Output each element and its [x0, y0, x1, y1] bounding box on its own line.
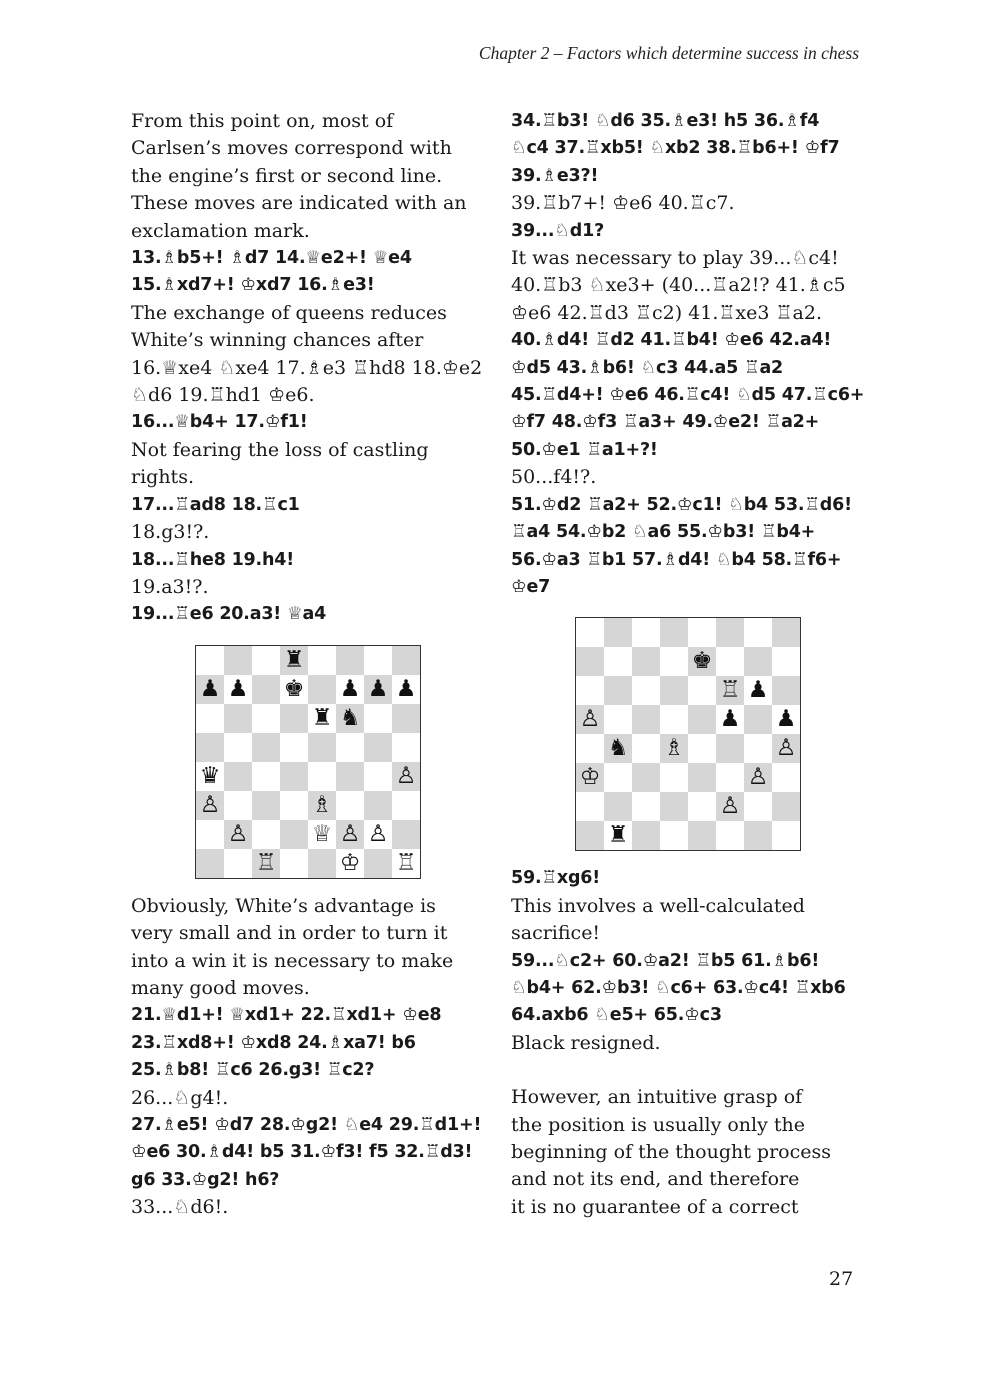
board-square [280, 733, 308, 762]
text-line: This involves a well-calculated [511, 894, 805, 917]
board-square [660, 792, 688, 821]
board-square [280, 675, 308, 704]
board-square [252, 849, 280, 878]
chess-piece-icon: ♗ [311, 791, 333, 818]
board-square [224, 820, 252, 849]
board-square [308, 791, 336, 820]
paragraph-gap [511, 1057, 871, 1084]
board-square [252, 820, 280, 849]
move-line: 17...♖ad8 18.♖c1 [131, 494, 300, 515]
board-square [632, 821, 660, 850]
text-line: the position is usually only the [511, 1113, 805, 1136]
board-square [716, 821, 744, 850]
board-square [336, 849, 364, 878]
board-square [576, 705, 604, 734]
board-square [772, 647, 800, 676]
chess-piece-icon: ♔ [579, 764, 601, 791]
text-line: It was necessary to play 39...♘c4! [511, 247, 839, 270]
board-square [252, 762, 280, 791]
chess-piece-icon: ♜ [311, 704, 333, 731]
board-square [280, 849, 308, 878]
chess-piece-icon: ♗ [663, 735, 685, 762]
text-line: and not its end, and therefore [511, 1168, 800, 1191]
text-line: exclamation mark. [131, 219, 310, 242]
board-square [744, 821, 772, 850]
board-square [716, 792, 744, 821]
board-square [660, 647, 688, 676]
text-line: 40.♖b3 ♘xe3+ (40...♖a2!? 41.♗c5 [511, 274, 846, 297]
text-line: Obviously, White’s advantage is [131, 894, 436, 917]
chess-piece-icon: ♙ [775, 735, 797, 762]
board-square [308, 733, 336, 762]
chess-piece-icon: ♙ [747, 764, 769, 791]
page-number: 27 [829, 1268, 854, 1290]
board-square [252, 791, 280, 820]
text-line: rights. [131, 466, 194, 489]
board-square [604, 676, 632, 705]
board-square [604, 647, 632, 676]
board-square [252, 704, 280, 733]
board-square [392, 675, 420, 704]
board-square [224, 762, 252, 791]
board-square [576, 676, 604, 705]
board-square [224, 733, 252, 762]
board-square [308, 704, 336, 733]
board-square [744, 734, 772, 763]
chess-piece-icon: ♞ [339, 704, 361, 731]
board-square [660, 705, 688, 734]
move-line: 56.♔a3 ♖b1 57.♗d4! ♘b4 58.♖f6+ [511, 549, 842, 570]
board-square [688, 705, 716, 734]
board-square [576, 618, 604, 647]
chess-piece-icon: ♜ [283, 646, 305, 673]
text-line: 39.♖b7+! ♔e6 40.♖c7. [511, 192, 735, 215]
board-square [772, 821, 800, 850]
board-square [196, 646, 224, 675]
chess-piece-icon: ♔ [339, 849, 361, 876]
chess-piece-icon: ♖ [395, 849, 417, 876]
chess-piece-icon: ♙ [395, 762, 417, 789]
right-column [511, 108, 871, 1221]
board-square [308, 762, 336, 791]
text-line: 33...♘d6!. [131, 1196, 229, 1219]
move-line: g6 33.♔g2! h6? [131, 1169, 280, 1190]
move-line: 13.♗b5+! ♗d7 14.♕e2+! ♕e4 [131, 248, 412, 269]
chess-piece-icon: ♕ [311, 820, 333, 847]
text-line: sacrifice! [511, 922, 601, 945]
text-line: it is no guarantee of a correct [511, 1195, 799, 1218]
board-square [364, 762, 392, 791]
board-square [392, 791, 420, 820]
board-square [224, 675, 252, 704]
text-line: the engine’s first or second line. [131, 164, 443, 187]
board-square [196, 762, 224, 791]
move-line: ♘c4 37.♖xb5! ♘xb2 38.♖b6+! ♔f7 [511, 138, 840, 159]
board-square [604, 734, 632, 763]
board-square [224, 704, 252, 733]
board-square [632, 792, 660, 821]
board-square [632, 618, 660, 647]
chess-piece-icon: ♜ [607, 822, 629, 849]
board-square [716, 618, 744, 647]
left-text-before-board [131, 108, 491, 629]
board-square [364, 675, 392, 704]
board-square [280, 762, 308, 791]
board-square [336, 675, 364, 704]
text-line: The exchange of queens reduces [131, 301, 447, 324]
board-square [688, 676, 716, 705]
move-line: ♖a4 54.♔b2 ♘a6 55.♔b3! ♖b4+ [511, 522, 816, 543]
board-square [772, 618, 800, 647]
text-line: 19.a3!?. [131, 575, 209, 598]
board-square [364, 820, 392, 849]
chess-piece-icon: ♚ [691, 648, 713, 675]
board-square [252, 675, 280, 704]
board-square [688, 763, 716, 792]
board-square [744, 647, 772, 676]
board-square [224, 849, 252, 878]
board-square [392, 820, 420, 849]
board-square [196, 791, 224, 820]
board-square [576, 763, 604, 792]
board-square [336, 733, 364, 762]
move-line: 34.♖b3! ♘d6 35.♗e3! h5 36.♗f4 [511, 111, 820, 131]
text-line: ♔e6 42.♖d3 ♖c2) 41.♖xe3 ♖a2. [511, 301, 822, 324]
board-square [688, 618, 716, 647]
board-square [308, 820, 336, 849]
chess-piece-icon: ♙ [719, 793, 741, 820]
left-chess-board [195, 645, 421, 879]
move-line: 27.♗e5! ♔d7 28.♔g2! ♘e4 29.♖d1+! [131, 1114, 482, 1135]
board-square [576, 792, 604, 821]
left-column [131, 108, 491, 1222]
text-line: 50...f4!?. [511, 466, 597, 489]
left-chess-diagram-wrapper [195, 645, 491, 879]
text-line: However, an intuitive grasp of [511, 1086, 803, 1109]
board-square [688, 792, 716, 821]
chess-piece-icon: ♙ [367, 820, 389, 847]
left-text-after-board [131, 893, 491, 1222]
board-square [336, 704, 364, 733]
board-square [392, 646, 420, 675]
move-line: ♔f7 48.♔f3 ♖a3+ 49.♔e2! ♖a2+ [511, 412, 820, 433]
right-chess-board [575, 617, 801, 851]
board-square [688, 734, 716, 763]
text-line: beginning of the thought process [511, 1140, 831, 1163]
board-square [392, 849, 420, 878]
board-square [252, 646, 280, 675]
text-line: 16.♕xe4 ♘xe4 17.♗e3 ♖hd8 18.♔e2 [131, 356, 483, 379]
text-line: These moves are indicated with an [131, 192, 467, 215]
chess-piece-icon: ♟ [199, 675, 221, 702]
move-line: 16...♕b4+ 17.♔f1! [131, 412, 308, 433]
board-square [744, 792, 772, 821]
board-square [196, 675, 224, 704]
board-square [744, 763, 772, 792]
chess-piece-icon: ♟ [395, 675, 417, 702]
move-line: 39...♘d1? [511, 220, 605, 241]
board-square [744, 676, 772, 705]
board-square [716, 763, 744, 792]
text-line: White’s winning chances after [131, 329, 424, 352]
text-line: into a win it is necessary to make [131, 949, 454, 972]
board-square [604, 763, 632, 792]
text-line: Black resigned. [511, 1031, 661, 1054]
chess-piece-icon: ♙ [227, 820, 249, 847]
board-square [604, 792, 632, 821]
move-line: 18...♖he8 19.h4! [131, 549, 294, 570]
board-square [308, 646, 336, 675]
board-square [576, 734, 604, 763]
board-square [660, 821, 688, 850]
board-square [772, 705, 800, 734]
chess-piece-icon: ♞ [607, 735, 629, 762]
board-square [280, 646, 308, 675]
board-square [632, 676, 660, 705]
board-square [196, 820, 224, 849]
board-square [336, 791, 364, 820]
board-square [660, 734, 688, 763]
chess-piece-icon: ♟ [719, 706, 741, 733]
board-square [364, 791, 392, 820]
board-square [604, 618, 632, 647]
board-square [280, 791, 308, 820]
move-line: 51.♔d2 ♖a2+ 52.♔c1! ♘b4 53.♖d6! [511, 494, 852, 515]
board-square [716, 734, 744, 763]
move-line: 59.♖xg6! [511, 868, 601, 889]
move-line: 59...♘c2+ 60.♔a2! ♖b5 61.♗b6! [511, 950, 820, 971]
text-line: 18.g3!?. [131, 521, 210, 544]
board-square [392, 704, 420, 733]
chess-piece-icon: ♖ [719, 677, 741, 704]
board-square [688, 647, 716, 676]
text-line: 26...♘g4!. [131, 1086, 229, 1109]
board-square [716, 705, 744, 734]
move-line: ♔d5 43.♗b6! ♘c3 44.a5 ♖a2 [511, 357, 784, 378]
board-square [392, 733, 420, 762]
text-line: Carlsen’s moves correspond with [131, 137, 452, 160]
board-square [660, 618, 688, 647]
chess-piece-icon: ♙ [579, 706, 601, 733]
text-line: many good moves. [131, 976, 310, 999]
board-square [688, 821, 716, 850]
board-square [744, 618, 772, 647]
chess-piece-icon: ♙ [339, 820, 361, 847]
board-square [364, 733, 392, 762]
move-line: 40.♗d4! ♖d2 41.♖b4! ♔e6 42.a4! [511, 330, 832, 351]
chess-piece-icon: ♟ [367, 675, 389, 702]
board-square [772, 734, 800, 763]
board-square [280, 704, 308, 733]
move-line: 25.♗b8! ♖c6 26.g3! ♖c2? [131, 1060, 375, 1081]
text-line: From this point on, most of [131, 110, 394, 132]
board-square [660, 763, 688, 792]
move-line: 64.axb6 ♘e5+ 65.♔c3 [511, 1005, 722, 1026]
board-square [336, 762, 364, 791]
board-square [660, 676, 688, 705]
board-square [196, 849, 224, 878]
board-square [576, 647, 604, 676]
running-header: Chapter 2 – Factors which determine success in chess [478, 43, 859, 63]
right-text-before-board [511, 108, 871, 601]
text-line: Not fearing the loss of castling [131, 438, 429, 461]
board-square [632, 734, 660, 763]
board-square [744, 705, 772, 734]
board-square [632, 647, 660, 676]
move-line: 23.♖xd8+! ♔xd8 24.♗xa7! b6 [131, 1032, 416, 1053]
right-chess-diagram-wrapper [575, 617, 871, 851]
move-line: 21.♕d1+! ♕xd1+ 22.♖xd1+ ♔e8 [131, 1005, 442, 1026]
move-line: ♘b4+ 62.♔b3! ♘c6+ 63.♔c4! ♖xb6 [511, 977, 846, 998]
board-square [364, 704, 392, 733]
move-line: ♔e6 30.♗d4! b5 31.♔f3! f5 32.♖d3! [131, 1142, 473, 1163]
chess-piece-icon: ♟ [339, 675, 361, 702]
board-square [392, 762, 420, 791]
board-square [604, 705, 632, 734]
board-square [336, 820, 364, 849]
text-line: very small and in order to turn it [131, 922, 448, 945]
board-square [772, 792, 800, 821]
move-line: 19...♖e6 20.a3! ♕a4 [131, 604, 327, 625]
board-square [336, 646, 364, 675]
board-square [632, 763, 660, 792]
move-line: 39.♗e3?! [511, 165, 599, 186]
move-line: ♔e7 [511, 576, 551, 597]
board-square [716, 647, 744, 676]
chess-piece-icon: ♟ [227, 675, 249, 702]
board-square [196, 704, 224, 733]
board-square [308, 675, 336, 704]
text-line: ♘d6 19.♖hd1 ♔e6. [131, 384, 315, 407]
chess-piece-icon: ♟ [775, 706, 797, 733]
board-square [224, 791, 252, 820]
chess-piece-icon: ♟ [747, 677, 769, 704]
board-square [308, 849, 336, 878]
board-square [252, 733, 280, 762]
chess-piece-icon: ♛ [199, 762, 221, 789]
chess-piece-icon: ♚ [283, 675, 305, 702]
chess-piece-icon: ♖ [255, 849, 277, 876]
board-square [772, 763, 800, 792]
board-square [772, 676, 800, 705]
board-square [604, 821, 632, 850]
board-square [364, 849, 392, 878]
chess-piece-icon: ♙ [199, 791, 221, 818]
board-square [196, 733, 224, 762]
move-line: 45.♖d4+! ♔e6 46.♖c4! ♘d5 47.♖c6+ [511, 385, 865, 406]
move-line: 15.♗xd7+! ♔xd7 16.♗e3! [131, 275, 375, 296]
board-square [716, 676, 744, 705]
board-square [224, 646, 252, 675]
move-line: 50.♔e1 ♖a1+?! [511, 439, 658, 460]
board-square [364, 646, 392, 675]
board-square [280, 820, 308, 849]
board-square [576, 821, 604, 850]
right-text-after-board [511, 865, 871, 1221]
board-square [632, 705, 660, 734]
